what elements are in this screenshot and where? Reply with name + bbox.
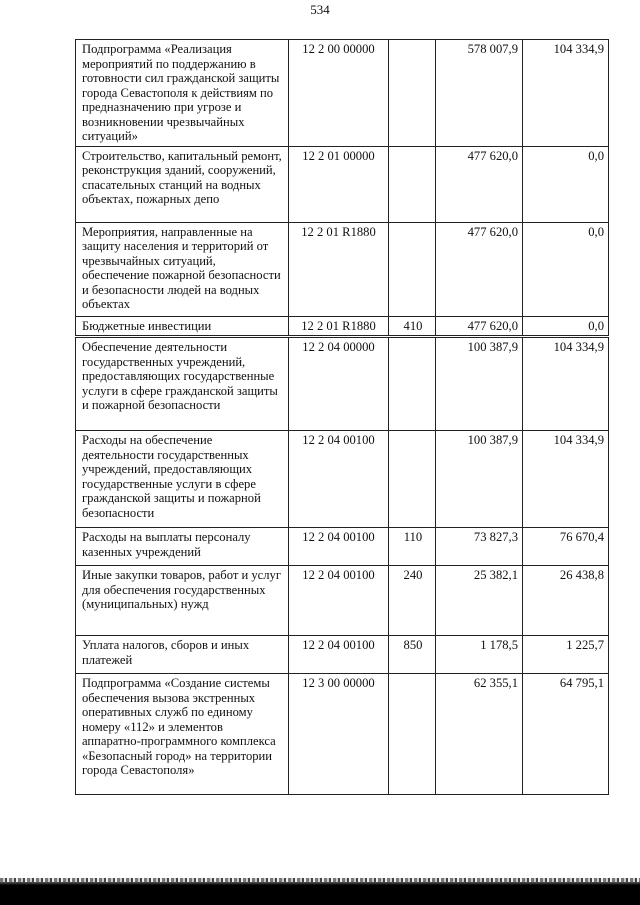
row-code: 12 2 01 R1880	[289, 316, 389, 337]
row-year1: 477 620,0	[436, 316, 523, 337]
row-year1: 477 620,0	[436, 146, 523, 222]
row-type	[389, 337, 436, 431]
row-code: 12 2 00 00000	[289, 40, 389, 147]
page-number: 534	[310, 2, 330, 17]
row-year2: 1 225,7	[523, 636, 609, 674]
row-year1: 1 178,5	[436, 636, 523, 674]
row-year2: 104 334,9	[523, 337, 609, 431]
row-year2: 104 334,9	[523, 40, 609, 147]
row-type: 850	[389, 636, 436, 674]
table-row	[76, 566, 609, 636]
scan-edge-artifact	[0, 872, 640, 905]
row-type	[389, 146, 436, 222]
row-code: 12 2 04 00100	[289, 636, 389, 674]
budget-table	[75, 39, 609, 795]
row-type	[389, 674, 436, 795]
row-name: Уплата налогов, сборов и иных платежей	[76, 636, 289, 674]
row-year2: 76 670,4	[523, 528, 609, 566]
row-type	[389, 222, 436, 316]
row-name: Подпрограмма «Реализация мероприятий по поддержанию в готовности сил гражданской защиты города Севастополя к действиям по предназначению при угрозе и возникновении чрезвычайных ситуаций»	[76, 40, 289, 147]
row-type	[389, 431, 436, 528]
row-type: 110	[389, 528, 436, 566]
table-row	[76, 636, 609, 674]
row-year2: 64 795,1	[523, 674, 609, 795]
row-name: Строительство, капитальный ремонт, реконструкция зданий, сооружений, спасательных станций на водных объектах, пожарных депо	[76, 146, 289, 222]
row-year1: 62 355,1	[436, 674, 523, 795]
row-name: Обеспечение деятельности государственных учреждений, предоставляющих государственные услуги в сфере гражданской защиты и пожарной безопасности	[76, 337, 289, 431]
row-name: Подпрограмма «Создание системы обеспечения вызова экстренных оперативных служб по единому номеру «112» и элементов аппаратно-программного комплекса «Безопасный город» на территории города Севастополя»	[76, 674, 289, 795]
table-row	[76, 528, 609, 566]
row-code: 12 2 04 00100	[289, 431, 389, 528]
table-row	[76, 674, 609, 795]
table-row	[76, 316, 609, 337]
row-year1: 25 382,1	[436, 566, 523, 636]
row-year1: 100 387,9	[436, 431, 523, 528]
row-year2: 104 334,9	[523, 431, 609, 528]
row-code: 12 3 00 00000	[289, 674, 389, 795]
row-year1: 578 007,9	[436, 40, 523, 147]
row-year1: 477 620,0	[436, 222, 523, 316]
row-code: 12 2 01 R1880	[289, 222, 389, 316]
row-type: 240	[389, 566, 436, 636]
table-row	[76, 431, 609, 528]
row-year2: 0,0	[523, 222, 609, 316]
row-name: Иные закупки товаров, работ и услуг для обеспечения государственных (муниципальных) нужд	[76, 566, 289, 636]
row-code: 12 2 04 00100	[289, 566, 389, 636]
row-type: 410	[389, 316, 436, 337]
row-code: 12 2 01 00000	[289, 146, 389, 222]
table-row	[76, 222, 609, 316]
row-year2: 0,0	[523, 316, 609, 337]
row-year1: 73 827,3	[436, 528, 523, 566]
row-code: 12 2 04 00000	[289, 337, 389, 431]
table-row	[76, 337, 609, 431]
row-year1: 100 387,9	[436, 337, 523, 431]
row-year2: 26 438,8	[523, 566, 609, 636]
row-name: Бюджетные инвестиции	[76, 316, 289, 337]
row-name: Расходы на выплаты персоналу казенных учреждений	[76, 528, 289, 566]
row-name: Расходы на обеспечение деятельности государственных учреждений, предоставляющих государственные услуги в сфере гражданской защиты и пожарной безопасности	[76, 431, 289, 528]
table-row	[76, 146, 609, 222]
row-type	[389, 40, 436, 147]
row-year2: 0,0	[523, 146, 609, 222]
table-row	[76, 40, 609, 147]
row-name: Мероприятия, направленные на защиту населения и территорий от чрезвычайных ситуаций, обеспечение пожарной безопасности и безопасности людей на водных объектах	[76, 222, 289, 316]
row-code: 12 2 04 00100	[289, 528, 389, 566]
